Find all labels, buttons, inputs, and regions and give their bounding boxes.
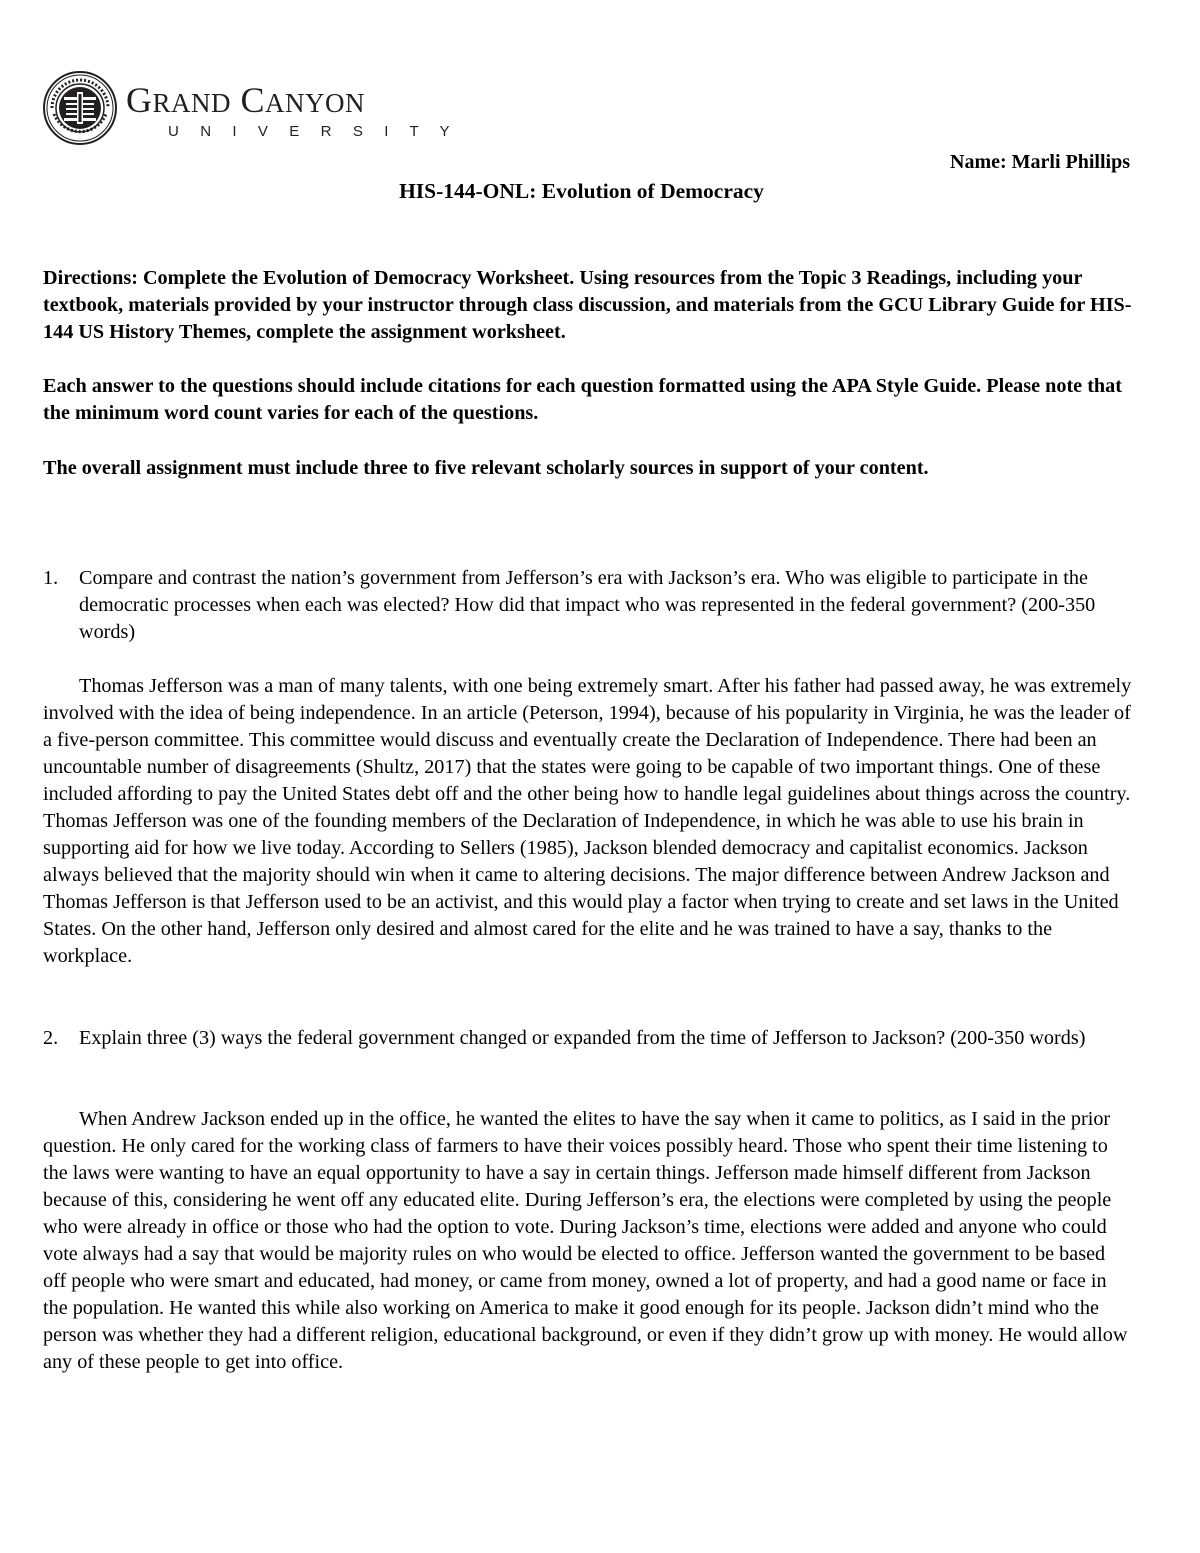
question-prompt: Explain three (3) ways the federal government changed or expanded from the time of Jefferson to Jackson? (200-350 words) — [79, 1027, 1086, 1049]
question-item — [43, 1025, 1133, 1052]
question-number: 2. — [43, 1027, 59, 1049]
logo-subtitle: U N I V E R S I T Y — [168, 123, 459, 140]
university-seal-icon — [42, 70, 118, 146]
answer-paragraph: When Andrew Jackson ended up in the office, he wanted the elites to have the say when it came to politics, as I said in the prior question. He only cared for the working class of farmers to have their voices possibly heard. Those who spent their time listening to the laws were wanting to have an equal opportunity to have a say in certain things. Jefferson made himself different from Jackson because of this, considering he went off any educated elite. During Jefferson’s era, the elections were completed by using the people who were already in office or those who had the option to vote. During Jackson’s time, elections were added and anyone who could vote always had a say that would be majority rules on who would be elected to office. Jefferson wanted the government to be based off people who were smart and educated, had money, or came from money, owned a lot of property, and had a good name or face in the population. He wanted this while also working on America to make it good enough for its people. Jackson didn’t mind who the person was whether they had a different religion, educational background, or even if they didn’t grow up with money. He would allow any of these people to get into office. — [43, 1108, 1128, 1373]
question-number: 1. — [43, 567, 59, 589]
directions-paragraph: Directions: Complete the Evolution of Democracy Worksheet. Using resources from the Topic 3 Readings, including your textbook, materials provided by your instructor through class discussion, and materials from the GCU Library Guide for HIS-144 US History Themes, complete the assignment worksheet. — [43, 267, 1132, 343]
logo-wordmark: GRAND CANYON — [126, 80, 366, 120]
sources-requirement-paragraph: The overall assignment must include three to five relevant scholarly sources in support of your content. — [43, 457, 929, 479]
answer-paragraph: Thomas Jefferson was a man of many talents, with one being extremely smart. After his father had passed away, he was extremely involved with the idea of being independence. In an article (Peterson, 1994), because of his popularity in Virginia, he was the leader of a five-person committee. This committee would discuss and eventually create the Declaration of Independence. There had been an uncountable number of disagreements (Shultz, 2017) that the states were going to be capable of two important things. One of these included affording to pay the United States debt off and the other being how to handle legal guidelines about things across the country. Thomas Jefferson was one of the founding members of the Declaration of Independence, in which he was able to use his brain in supporting aid for how we live today. According to Sellers (1985), Jackson blended democracy and capitalist economics. Jackson always believed that the majority should win when it came to altering decisions. The major difference between Andrew Jackson and Thomas Jefferson is that Jefferson used to be an activist, and this would play a factor when trying to create and set laws in the United States. On the other hand, Jefferson only desired and almost cared for the elite and he was trained to have a say, thanks to the workplace. — [43, 675, 1132, 967]
page-title: HIS-144-ONL: Evolution of Democracy — [399, 179, 764, 203]
question-prompt: Compare and contrast the nation’s government from Jefferson’s era with Jackson’s era. Who was eligible to participate in the democratic processes when each was elected? How did that impact who was represented in the federal government? (200-350 words) — [79, 567, 1096, 643]
student-name: Name: Marli Phillips — [950, 151, 1130, 173]
university-logo — [42, 70, 459, 150]
citation-requirements-paragraph: Each answer to the questions should include citations for each question formatted using the APA Style Guide. Please note that the minimum word count varies for each of the questions. — [43, 375, 1122, 424]
question-item — [43, 565, 1133, 646]
